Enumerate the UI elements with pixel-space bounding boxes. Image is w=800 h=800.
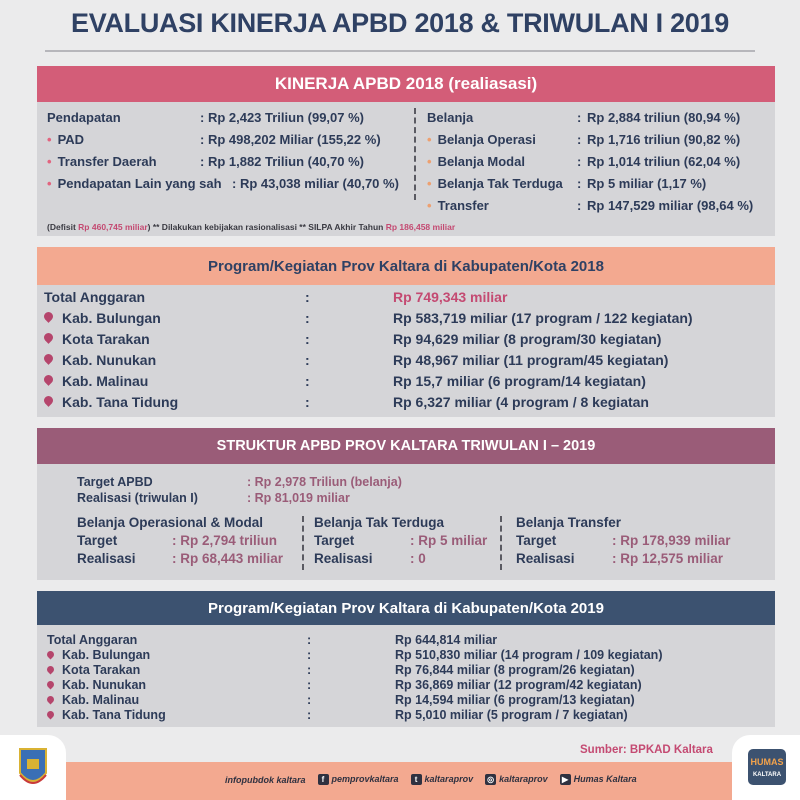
belanja-colon: : (577, 110, 582, 125)
list-item: Kab. Bulungan (44, 310, 161, 326)
total-anggaran-value: Rp 644,814 miliar (395, 633, 498, 647)
belanja-operasional-target-label: Target (77, 533, 118, 548)
bullet-icon: • (427, 198, 432, 213)
logo-text: HUMAS (750, 757, 784, 767)
bullet-icon: • (427, 132, 432, 147)
instagram-link[interactable]: ◎ kaltaraprov (487, 774, 548, 784)
list-item-colon: : (305, 352, 310, 368)
struktur-apbd-panel (37, 428, 775, 580)
belanja-tak-terduga-target-label: Target (314, 533, 355, 548)
transfer-label: • Transfer (427, 198, 489, 213)
humas-badge-icon (732, 735, 800, 800)
belanja-tak-terduga-value: Rp 5 miliar (1,17 %) (587, 176, 707, 191)
list-item-value: Rp 15,7 miliar (6 program/14 kegiatan) (393, 373, 646, 389)
kinerja-2018-panel (37, 66, 775, 236)
youtube-icon: ▶ (560, 774, 571, 785)
belanja-operasional-target-value: : Rp 2,794 triliun (172, 533, 278, 548)
list-item: Kab. Tana Tidung (47, 708, 166, 722)
title-divider (45, 50, 755, 52)
footer-info-label: infopubdok kaltara (225, 774, 306, 785)
list-item-value: Rp 48,967 miliar (11 program/45 kegiatan) (393, 352, 669, 368)
bullet-icon: • (47, 176, 52, 191)
location-pin-icon (46, 710, 56, 720)
location-pin-icon (46, 665, 56, 675)
program-2018-panel (37, 247, 775, 417)
list-item: Kab. Bulungan (47, 648, 150, 662)
belanja-transfer-target-label: Target (516, 533, 557, 548)
location-pin-icon (42, 310, 55, 323)
bullet-icon: • (47, 154, 52, 169)
realisasi-label: Realisasi (triwulan I) (77, 491, 198, 505)
total-anggaran-colon: : (307, 633, 312, 647)
pendapatan-value: : Rp 2,423 Triliun (99,07 %) (200, 110, 364, 125)
list-item-colon: : (307, 708, 312, 722)
target-apbd-label: Target APBD (77, 475, 153, 489)
program-2019-panel (37, 591, 775, 727)
location-pin-icon (46, 680, 56, 690)
total-anggaran-value: Rp 749,343 miliar (393, 289, 508, 305)
list-item-value: Rp 76,844 miliar (8 program/26 kegiatan) (395, 663, 635, 677)
pendapatan-label: Pendapatan (47, 110, 121, 125)
belanja-transfer-realisasi-label: Realisasi (516, 551, 575, 566)
target-apbd-value: : Rp 2,978 Triliun (belanja) (247, 475, 402, 489)
shield-icon (0, 735, 66, 800)
pendapatan-lain-value: : Rp 43,038 miliar (40,70 %) (232, 176, 399, 191)
belanja-modal-colon: : (577, 154, 582, 169)
defisit-note: (Defisit Rp 460,745 miliar) ** Dilakukan kebijakan rasionalisasi ** SILPA Akhir Tahun Rp 186,458 miliar (47, 222, 456, 232)
list-item-value: Rp 5,010 miliar (5 program / 7 kegiatan) (395, 708, 628, 722)
list-item-value: Rp 510,830 miliar (14 program / 109 kegiatan) (395, 648, 663, 662)
belanja-tak-terduga-realisasi-label: Realisasi (314, 551, 373, 566)
source-credit: Sumber: BPKAD Kaltara (580, 744, 713, 756)
humas-kaltara-logo (732, 735, 800, 800)
twitter-link[interactable]: t kaltaraprov (411, 774, 474, 785)
list-item: Kab. Nunukan (47, 678, 146, 692)
belanja-value: Rp 2,884 triliun (80,94 %) (587, 110, 741, 125)
belanja-operasional-title: Belanja Operasional & Modal (77, 515, 264, 530)
belanja-tak-terduga-colon: : (577, 176, 582, 191)
list-item-colon: : (305, 331, 310, 347)
belanja-tak-terduga-label: • Belanja Tak Terduga (427, 176, 563, 191)
list-item: Kab. Nunukan (44, 352, 156, 368)
list-item: Kota Tarakan (44, 331, 150, 347)
transfer-daerah-label: • Transfer Daerah (47, 154, 157, 169)
kinerja-2018-header: KINERJA APBD 2018 (realiasasi) (37, 66, 775, 102)
list-item-colon: : (307, 678, 312, 692)
svg-text:KALTARA: KALTARA (752, 772, 782, 778)
instagram-icon: ◎ (485, 774, 496, 785)
list-item-colon: : (307, 663, 312, 677)
list-item: Kota Tarakan (47, 663, 140, 677)
pad-label: • PAD (47, 132, 85, 147)
total-anggaran-label: Total Anggaran (44, 289, 146, 305)
pendapatan-lain-label: • Pendapatan Lain yang sah (47, 176, 222, 191)
footer-bar (0, 762, 800, 800)
belanja-operasi-value: Rp 1,716 triliun (90,82 %) (587, 132, 741, 147)
social-links (225, 774, 637, 785)
location-pin-icon (46, 650, 56, 660)
location-pin-icon (42, 394, 55, 407)
belanja-tak-terduga-realisasi-value: : 0 (410, 551, 426, 566)
list-item-value: Rp 583,719 miliar (17 program / 122 kegiatan) (393, 310, 693, 326)
facebook-link[interactable]: f pemprovkaltara (318, 774, 399, 785)
list-item: Kab. Tana Tidung (44, 394, 178, 410)
pad-value: : Rp 498,202 Miliar (155,22 %) (200, 132, 381, 147)
location-pin-icon (46, 695, 56, 705)
belanja-label: Belanja (427, 110, 474, 125)
list-item: Kab. Malinau (44, 373, 148, 389)
belanja-transfer-title: Belanja Transfer (516, 515, 622, 530)
page-title: EVALUASI KINERJA APBD 2018 & TRIWULAN I 2019 (71, 8, 729, 38)
transfer-colon: : (577, 198, 582, 213)
location-pin-icon (42, 352, 55, 365)
belanja-operasional-realisasi-label: Realisasi (77, 551, 136, 566)
list-item-value: Rp 36,869 miliar (12 program/42 kegiatan) (395, 678, 642, 692)
program-2019-header: Program/Kegiatan Prov Kaltara di Kabupaten/Kota 2019 (37, 591, 775, 625)
belanja-operasi-colon: : (577, 132, 582, 147)
column-divider (500, 516, 502, 570)
bullet-icon: • (427, 176, 432, 191)
list-item-value: Rp 94,629 miliar (8 program/30 kegiatan) (393, 331, 662, 347)
belanja-operasi-label: • Belanja Operasi (427, 132, 536, 147)
belanja-transfer-target-value: : Rp 178,939 miliar (612, 533, 731, 548)
list-item-colon: : (305, 373, 310, 389)
bullet-icon: • (47, 132, 52, 147)
belanja-operasional-realisasi-value: : Rp 68,443 miliar (172, 551, 284, 566)
belanja-tak-terduga-title: Belanja Tak Terduga (314, 515, 445, 530)
transfer-value: Rp 147,529 miliar (98,64 %) (587, 198, 754, 213)
total-anggaran-colon: : (305, 289, 310, 305)
twitter-icon: t (411, 774, 422, 785)
location-pin-icon (42, 331, 55, 344)
list-item-value: Rp 14,594 miliar (6 program/13 kegiatan) (395, 693, 635, 707)
list-item-colon: : (305, 394, 310, 410)
realisasi-value: : Rp 81,019 miliar (247, 491, 350, 505)
youtube-link[interactable]: ▶ Humas Kaltara (560, 774, 637, 785)
list-item-value: Rp 6,327 miliar (4 program / 8 kegiatan (393, 394, 649, 410)
bullet-icon: • (427, 154, 432, 169)
location-pin-icon (42, 373, 55, 386)
column-divider (302, 516, 304, 570)
belanja-transfer-realisasi-value: : Rp 12,575 miliar (612, 551, 724, 566)
list-item-colon: : (307, 648, 312, 662)
program-2018-header: Program/Kegiatan Prov Kaltara di Kabupaten/Kota 2018 (37, 247, 775, 285)
column-divider (414, 108, 416, 200)
list-item-colon: : (307, 693, 312, 707)
belanja-modal-value: Rp 1,014 triliun (62,04 %) (587, 154, 741, 169)
belanja-tak-terduga-target-value: : Rp 5 miliar (410, 533, 488, 548)
list-item-colon: : (305, 310, 310, 326)
province-emblem-logo (0, 735, 66, 800)
list-item: Kab. Malinau (47, 693, 139, 707)
belanja-modal-label: • Belanja Modal (427, 154, 525, 169)
facebook-icon: f (318, 774, 329, 785)
struktur-apbd-header: STRUKTUR APBD PROV KALTARA TRIWULAN I – 2019 (37, 428, 775, 464)
transfer-daerah-value: : Rp 1,882 Triliun (40,70 %) (200, 154, 364, 169)
total-anggaran-label: Total Anggaran (47, 633, 138, 647)
